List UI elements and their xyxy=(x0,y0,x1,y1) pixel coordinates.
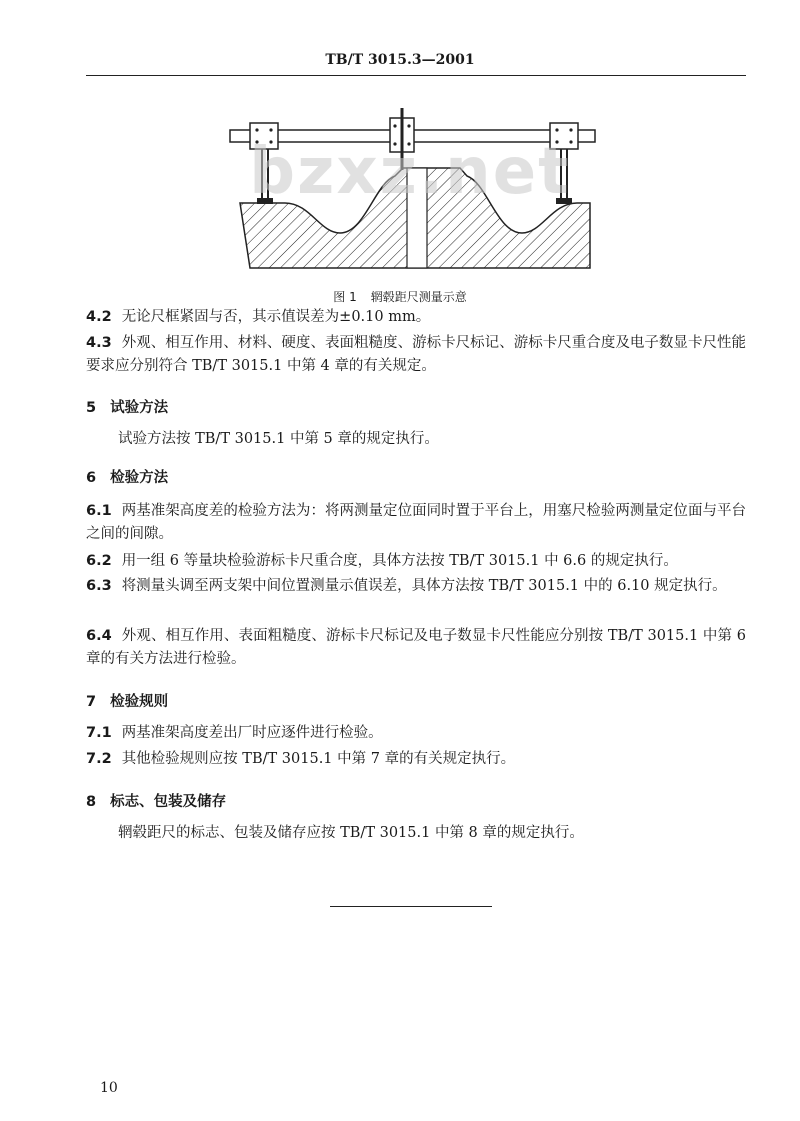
clause-number: 6.1 xyxy=(86,503,112,519)
header-title: TB/T 3015.3—2001 xyxy=(325,52,475,68)
figure-caption xyxy=(0,288,800,305)
clause-text: 其他检验规则应按 TB/T 3015.1 中第 7 章的有关规定执行。 xyxy=(121,751,516,767)
section-5-body: 试验方法按 TB/T 3015.1 中第 5 章的规定执行。 xyxy=(118,431,439,447)
clause-text: 将测量头调至两支架中间位置测量示值误差，具体方法按 TB/T 3015.1 中的 6.10 规定执行。 xyxy=(121,578,727,594)
clause-4-2 xyxy=(86,306,746,329)
clause-text: 用一组 6 等量块检验游标卡尺重合度，具体方法按 TB/T 3015.1 中 6.6 的规定执行。 xyxy=(121,553,678,569)
section-number: 6 xyxy=(86,470,97,486)
clause-number: 6.2 xyxy=(86,553,112,569)
clause-text: 外观、相互作用、材料、硬度、表面粗糙度、游标卡尺标记、游标卡尺重合度及电子数显卡尺性能要求应分别符合 TB/T 3015.1 中第 4 章的有关规定。 xyxy=(86,335,746,374)
section-number: 7 xyxy=(86,694,97,710)
section-7-heading xyxy=(86,690,168,711)
end-rule xyxy=(330,906,492,907)
clause-6-3 xyxy=(86,575,746,598)
section-8-heading xyxy=(86,790,226,811)
section-title: 检验规则 xyxy=(110,694,169,710)
page-number: 10 xyxy=(100,1080,118,1096)
clause-number: 6.4 xyxy=(86,628,112,644)
clause-text: 两基准架高度差的检验方法为：将两测量定位面同时置于平台上，用塞尺检验两测量定位面与平台之间的间隙。 xyxy=(86,503,746,542)
section-5-heading xyxy=(86,396,168,417)
clause-6-1 xyxy=(86,500,746,546)
clause-number: 4.2 xyxy=(86,309,112,325)
clause-number: 7.1 xyxy=(86,725,112,741)
section-number: 8 xyxy=(86,794,97,810)
section-title: 检验方法 xyxy=(110,470,169,486)
clause-number: 6.3 xyxy=(86,578,112,594)
section-title: 标志、包装及储存 xyxy=(110,794,227,810)
clause-number: 7.2 xyxy=(86,751,112,767)
header-rule xyxy=(86,75,746,76)
clause-6-4 xyxy=(86,625,746,671)
clause-text: 外观、相互作用、表面粗糙度、游标卡尺标记及电子数显卡尺性能应分别按 TB/T 3015.1 中第 6 章的有关方法进行检验。 xyxy=(86,628,746,667)
clause-6-2 xyxy=(86,550,746,573)
section-6-heading xyxy=(86,466,168,487)
section-number: 5 xyxy=(86,400,97,416)
clause-number: 4.3 xyxy=(86,335,112,351)
figure-number: 图 1 xyxy=(333,290,357,304)
watermark: bzxz.net xyxy=(249,135,571,209)
section-title: 试验方法 xyxy=(110,400,169,416)
figure-caption-text: 辋毂距尺测量示意 xyxy=(370,290,467,304)
clause-4-3 xyxy=(86,332,746,378)
clause-7-2 xyxy=(86,748,746,771)
clause-7-1 xyxy=(86,722,746,745)
clause-text: 两基准架高度差出厂时应逐件进行检验。 xyxy=(121,725,383,741)
section-8-body: 辋毂距尺的标志、包装及储存应按 TB/T 3015.1 中第 8 章的规定执行。 xyxy=(118,825,584,841)
clause-text: 无论尺框紧固与否，其示值误差为±0.10 mm。 xyxy=(121,309,431,325)
